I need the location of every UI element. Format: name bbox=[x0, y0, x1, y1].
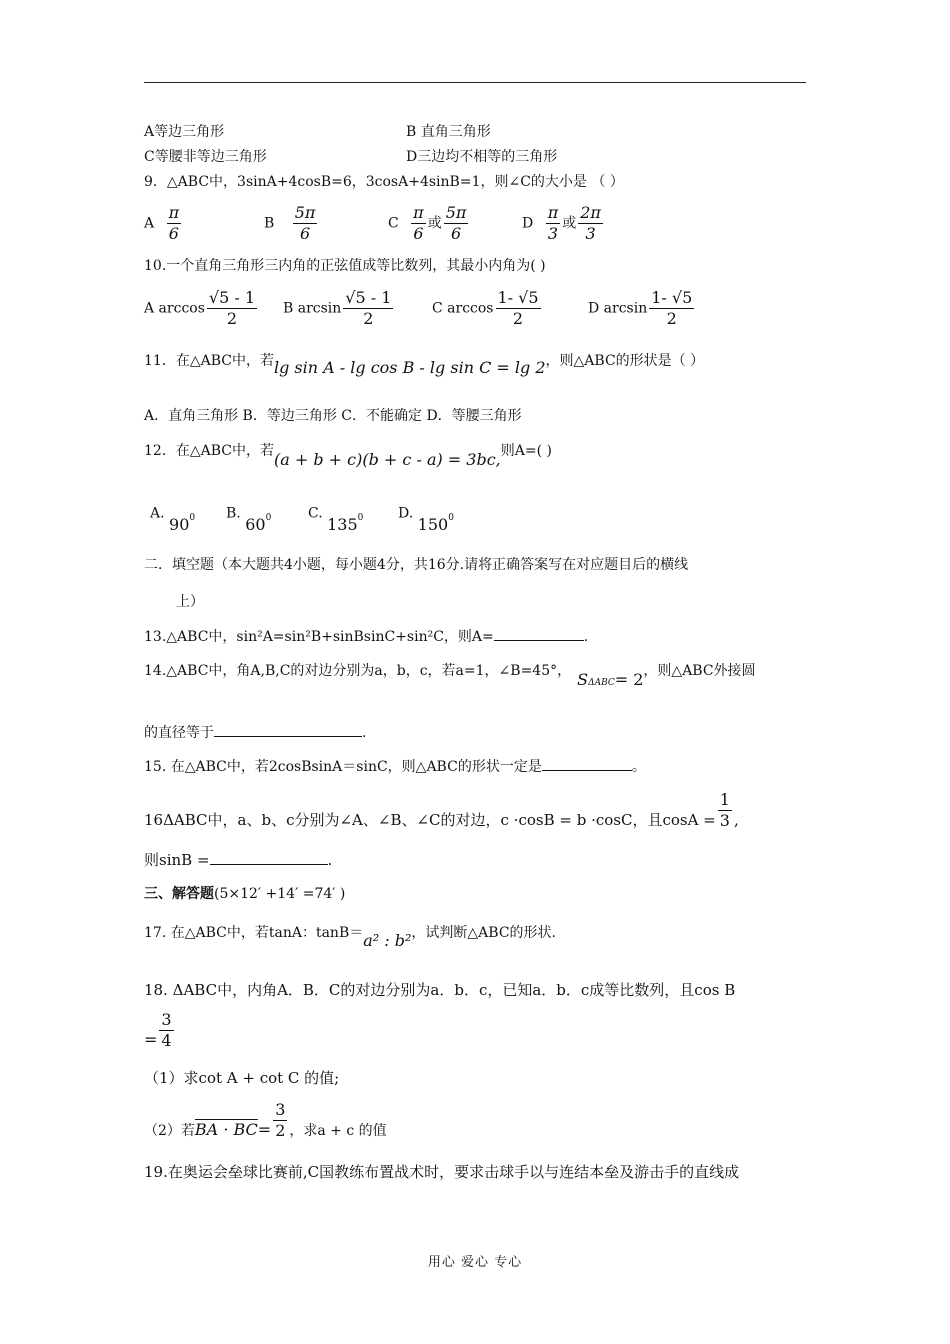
q12-c-value: 135 bbox=[327, 514, 358, 534]
q18-num: 3 bbox=[161, 1010, 172, 1029]
q12-b-degree: 0 bbox=[265, 513, 272, 523]
section3-heading bbox=[144, 884, 345, 904]
q17 bbox=[144, 922, 556, 950]
q12-option-a bbox=[150, 500, 196, 534]
q18-cosb-value bbox=[144, 1010, 176, 1051]
q18-part2-eq: = bbox=[257, 1119, 272, 1139]
q12-option-d bbox=[398, 500, 454, 534]
section2-heading: 二．填空题（本大题共4小题，每小题4分，共16分.请将正确答案写在对应题目后的横线 bbox=[144, 557, 689, 573]
q14-text: 14.△ABC中，角A,B,C的对边分别为a，b，c，若a=1，∠B=45°， bbox=[144, 663, 572, 679]
q9-d-or: 或 bbox=[562, 215, 577, 232]
section2-heading-cont: 上） bbox=[176, 594, 204, 610]
q8-option-c: C等腰非等边三角形 bbox=[144, 149, 267, 165]
q11-stem-post: ，则△ABC的形状是（ ） bbox=[545, 353, 705, 369]
q9-option-c bbox=[388, 203, 470, 244]
q16 bbox=[144, 790, 739, 831]
q18-part2-pre: （2）若 bbox=[144, 1122, 195, 1139]
q18-part2-post: ，求a + c 的值 bbox=[289, 1122, 387, 1139]
q9-option-b-label: B bbox=[264, 215, 275, 232]
q9-options bbox=[144, 203, 183, 244]
q12-formula: (a + b + c)(b + c - a) = 3bc, bbox=[273, 450, 501, 469]
q12-option-c bbox=[308, 500, 364, 534]
q12-d-label: D. bbox=[398, 505, 414, 522]
q9-d-num2: 2π bbox=[580, 203, 601, 222]
q16-line2-text: 则sinB = bbox=[144, 851, 210, 869]
q8-option-d: D三边均不相等的三角形 bbox=[406, 149, 558, 165]
q10-option-c bbox=[432, 288, 543, 329]
q11-stem bbox=[144, 350, 705, 377]
q14-line2 bbox=[144, 722, 366, 743]
q12-d-degree: 0 bbox=[448, 513, 454, 523]
q10-option-a-label: A arccos bbox=[144, 300, 205, 317]
q10-d-den: 2 bbox=[666, 309, 677, 328]
q10-option-c-label: C arccos bbox=[432, 300, 494, 317]
q14-area bbox=[577, 670, 615, 689]
q16-end: , bbox=[733, 810, 739, 829]
q16-den: 3 bbox=[719, 811, 730, 830]
section3-detail: (5×12′ +14′ =74′ ) bbox=[214, 886, 346, 902]
q12-b-value: 60 bbox=[245, 514, 266, 534]
q10-b-num: √5 - 1 bbox=[345, 288, 392, 307]
q9-d-num1: π bbox=[547, 203, 559, 222]
q14-answer-blank[interactable] bbox=[214, 722, 362, 737]
q9-c-num2: 5π bbox=[445, 203, 467, 222]
q10-option-d-label: D arcsin bbox=[588, 300, 648, 317]
q16-line2 bbox=[144, 850, 332, 870]
q12-d-value: 150 bbox=[417, 514, 449, 534]
q8-option-a: A等边三角形 bbox=[144, 124, 225, 140]
q16-end2: . bbox=[327, 851, 333, 869]
q10-b-den: 2 bbox=[363, 309, 374, 328]
q9-option-d bbox=[522, 203, 605, 244]
header-rule bbox=[144, 82, 806, 83]
q15 bbox=[144, 756, 646, 777]
q15-answer-blank[interactable] bbox=[542, 756, 632, 771]
q10-option-b-label: B arcsin bbox=[283, 300, 342, 317]
q13-text: 13.△ABC中，sin²A=sin²B+sinBsinC+sin²C，则A= bbox=[144, 629, 494, 645]
page-footer: 用心 爱心 专心 bbox=[427, 1255, 523, 1270]
q15-text: 15. 在△ABC中，若2cosBsinA＝sinC，则△ABC的形状一定是 bbox=[144, 759, 542, 775]
q10-option-d bbox=[588, 288, 696, 329]
q15-end: 。 bbox=[631, 759, 646, 775]
q9-option-d-label: D bbox=[522, 215, 534, 232]
q9-option-c-label: C bbox=[388, 215, 399, 232]
q17-formula: a² : b² bbox=[363, 931, 412, 950]
q11-formula: lg sin A - lg cos B - lg sin C = lg 2 bbox=[273, 358, 546, 377]
q10-d-num: 1- √5 bbox=[651, 288, 693, 307]
q9-c-den1: 6 bbox=[413, 224, 424, 243]
q12-a-value: 90 bbox=[169, 514, 190, 534]
q9-a-den: 6 bbox=[168, 224, 179, 243]
q9-stem: 9．△ABC中，3sinA+4cosB=6，3cosA+4sinB=1，则∠C的大小是 （ ） bbox=[144, 174, 624, 190]
q11-stem-pre: 11．在△ABC中，若 bbox=[144, 353, 274, 369]
q18-part2-num: 3 bbox=[275, 1100, 286, 1119]
q18-part1: （1）求cot A + cot C 的值; bbox=[144, 1069, 340, 1087]
q17-post: ，试判断△ABC的形状. bbox=[411, 925, 556, 941]
q10-c-den: 2 bbox=[512, 309, 524, 328]
q14-text-post: ，则△ABC外接圆 bbox=[643, 663, 756, 679]
q16-num: 1 bbox=[719, 790, 730, 809]
q10-option-b bbox=[283, 288, 395, 329]
q18-den: 4 bbox=[161, 1031, 172, 1050]
q9-a-num: π bbox=[168, 203, 180, 222]
q12-option-b bbox=[226, 500, 272, 534]
q14-line2-text: 的直径等于 bbox=[144, 725, 214, 741]
q14-area-sub: ΔABC bbox=[588, 678, 615, 688]
q13-answer-blank[interactable] bbox=[494, 626, 584, 641]
q16-text: 16ΔABC中，a、b、c分别为∠A、∠B、∠C的对边，c ·cosB = b ·cosC，且cosA = bbox=[144, 810, 716, 829]
q16-answer-blank[interactable] bbox=[210, 850, 328, 865]
q19: 19.在奥运会垒球比赛前,C国教练布置战术时，要求击球手以与连结本垒及游击手的直线成 bbox=[144, 1163, 740, 1181]
q12-b-label: B. bbox=[226, 505, 241, 522]
q9-d-den1: 3 bbox=[547, 224, 559, 243]
q9-c-den2: 6 bbox=[450, 224, 462, 243]
q12-a-label: A. bbox=[150, 505, 165, 522]
q12-a-degree: 0 bbox=[189, 513, 196, 523]
q17-pre: 17. 在△ABC中，若tanA：tanB＝ bbox=[144, 925, 364, 941]
section3-title: 三、解答题 bbox=[144, 886, 214, 902]
q12-stem bbox=[144, 440, 552, 469]
q9-option-b bbox=[264, 203, 319, 244]
q9-b-num: 5π bbox=[294, 203, 316, 222]
q12-stem-post: 则A=( ) bbox=[500, 443, 552, 459]
q11-options: A．直角三角形 B．等边三角形 C．不能确定 D．等腰三角形 bbox=[144, 408, 522, 424]
q10-c-num: 1- √5 bbox=[497, 288, 539, 307]
q18-eq: = bbox=[144, 1029, 158, 1049]
q9-c-or: 或 bbox=[427, 215, 442, 232]
q8-option-b: B 直角三角形 bbox=[406, 124, 491, 140]
q18-part2-vectors: BA · BC bbox=[194, 1119, 258, 1139]
q10-stem: 10.一个直角三角形三内角的正弦值成等比数列，其最小内角为( ) bbox=[144, 258, 546, 274]
q14-end: . bbox=[362, 725, 367, 741]
q12-c-label: C. bbox=[308, 505, 323, 522]
q14 bbox=[144, 660, 756, 689]
q12-stem-pre: 12．在△ABC中，若 bbox=[144, 443, 274, 459]
q10-a-num: √5 - 1 bbox=[208, 288, 256, 307]
q9-d-den2: 3 bbox=[585, 224, 596, 243]
q9-c-num1: π bbox=[413, 203, 424, 222]
q18-part2-den: 2 bbox=[275, 1121, 286, 1140]
q12-c-degree: 0 bbox=[357, 513, 364, 523]
q9-b-den: 6 bbox=[300, 224, 311, 243]
q18-part2 bbox=[144, 1100, 387, 1141]
q10-a-den: 2 bbox=[226, 309, 238, 328]
q9-option-a-label: A bbox=[144, 215, 155, 232]
q13 bbox=[144, 626, 588, 647]
q14-area-s: S bbox=[577, 670, 589, 689]
q18-line1: 18. ΔABC中，内角A．B．C的对边分别为a．b．c，已知a．b．c成等比数列，且cos B bbox=[144, 981, 736, 999]
q13-end: . bbox=[583, 629, 589, 645]
q10-option-a bbox=[144, 288, 259, 329]
q14-area-value: = 2 bbox=[614, 670, 644, 689]
